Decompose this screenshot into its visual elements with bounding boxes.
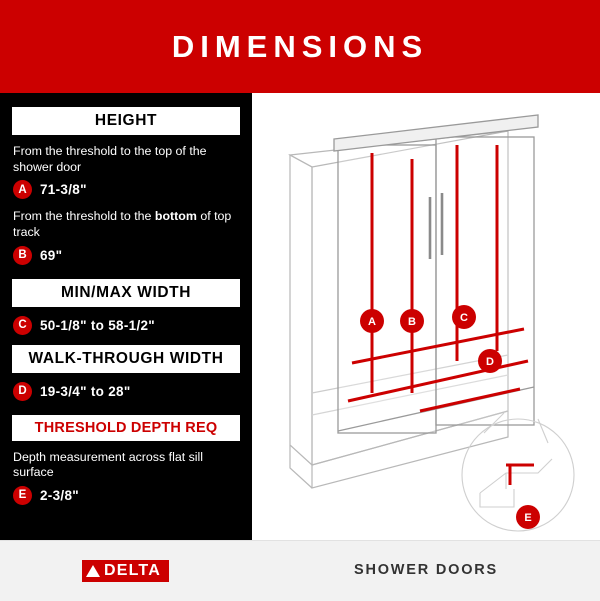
specifications-panel bbox=[0, 93, 252, 540]
value-d: 19-3/4" to 28" bbox=[40, 383, 131, 399]
shower-door-diagram bbox=[252, 93, 600, 540]
footer-category: SHOWER DOORS bbox=[353, 562, 499, 578]
description-b-text-after: of top track bbox=[13, 209, 232, 239]
section-heading-walk-through-width: WALK-THROUGH WIDTH bbox=[12, 345, 240, 373]
value-a: 71-3/8" bbox=[40, 182, 87, 198]
description-b-text-before: From the threshold to the bbox=[13, 209, 155, 224]
value-b: 69" bbox=[40, 247, 63, 263]
marker-b: B bbox=[13, 246, 32, 265]
header-banner bbox=[0, 0, 600, 93]
spec-row-b bbox=[13, 246, 240, 265]
description-e-text: Depth measurement across flat sill surface bbox=[13, 449, 204, 480]
section-heading-height: HEIGHT bbox=[12, 107, 240, 135]
description-b-text-bold: bottom bbox=[154, 209, 197, 224]
diagram-marker-b-label: B bbox=[408, 316, 416, 328]
description-a bbox=[13, 144, 240, 175]
spec-row-c bbox=[13, 316, 240, 335]
diagram-marker-e-label: E bbox=[524, 512, 532, 524]
spec-row-d bbox=[13, 382, 240, 401]
marker-e: E bbox=[13, 486, 32, 505]
section-heading-threshold-depth: THRESHOLD DEPTH REQ bbox=[12, 415, 240, 441]
description-a-text: From the threshold to the top of the shower door bbox=[13, 144, 207, 174]
diagram-marker-d-label: D bbox=[486, 356, 494, 368]
marker-a: A bbox=[13, 180, 32, 199]
value-c: 50-1/8" to 58-1/2" bbox=[40, 317, 156, 333]
section-heading-minmax-width: MIN/MAX WIDTH bbox=[12, 279, 240, 307]
brand-name: DELTA bbox=[104, 562, 161, 579]
page-title: DIMENSIONS bbox=[171, 28, 429, 64]
spec-row-a bbox=[13, 180, 240, 199]
value-e: 2-3/8" bbox=[40, 487, 79, 503]
diagram-marker-c-label: C bbox=[460, 312, 468, 324]
product-illustration bbox=[252, 93, 600, 540]
marker-c: C bbox=[13, 316, 32, 335]
delta-triangle-icon bbox=[86, 565, 100, 577]
brand-logo bbox=[82, 560, 169, 582]
marker-d: D bbox=[13, 382, 32, 401]
diagram-marker-a-label: A bbox=[368, 316, 376, 328]
description-b bbox=[13, 209, 240, 240]
spec-row-e bbox=[13, 486, 240, 505]
description-e bbox=[13, 450, 240, 481]
